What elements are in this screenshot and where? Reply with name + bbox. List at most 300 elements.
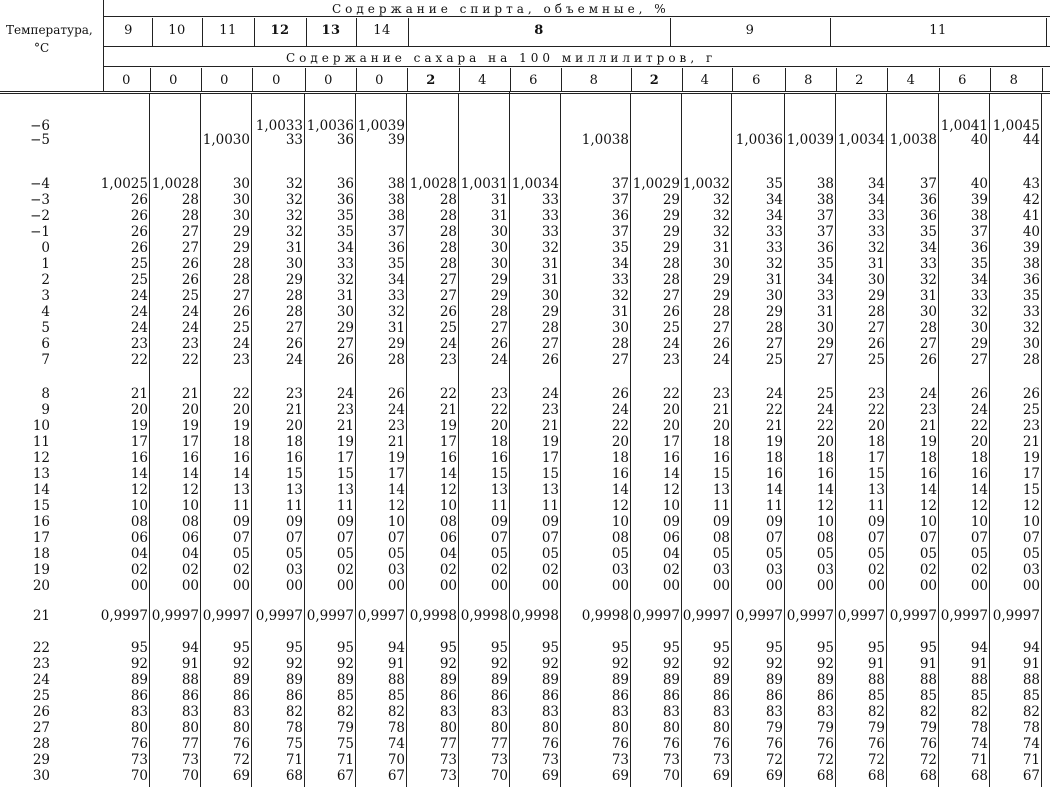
density-cell: 24	[181, 320, 199, 336]
density-cell: 09	[712, 514, 730, 530]
temperature-cell: 26	[32, 704, 50, 720]
density-cell: 03	[816, 562, 834, 578]
vertical-rule	[784, 94, 785, 787]
density-cell: 20	[285, 418, 303, 434]
temperature-cell: 17	[32, 530, 50, 546]
density-cell: 75	[285, 736, 303, 752]
density-cell: 35	[816, 256, 834, 272]
density-cell: 37	[816, 208, 834, 224]
density-cell: 30	[336, 304, 354, 320]
density-cell: 02	[439, 562, 457, 578]
density-cell: 14	[970, 482, 988, 498]
density-cell: 0,9997	[735, 608, 783, 624]
vertical-rule	[356, 68, 357, 92]
density-cell: 00	[541, 578, 559, 594]
density-cell: 22	[130, 352, 148, 368]
density-cell: 70	[181, 768, 199, 784]
density-cell: 32	[387, 304, 405, 320]
density-cell: 05	[765, 546, 783, 562]
density-cell: 10	[970, 514, 988, 530]
density-cell: 36	[387, 240, 405, 256]
density-cell: 1,0030	[202, 132, 250, 148]
density-cell: 12	[439, 482, 457, 498]
density-cell: 35	[765, 176, 783, 192]
vertical-rule	[1046, 18, 1047, 46]
density-cell: 29	[387, 336, 405, 352]
temperature-cell: 14	[32, 482, 50, 498]
density-cell: 17	[336, 450, 354, 466]
density-cell: 33	[919, 256, 937, 272]
density-cell: 06	[181, 530, 199, 546]
density-cell: 14	[816, 482, 834, 498]
temperature-cell: 19	[32, 562, 50, 578]
density-cell: 35	[1022, 288, 1040, 304]
density-cell: 26	[541, 352, 559, 368]
density-cell: 86	[232, 688, 250, 704]
vertical-rule	[408, 18, 409, 46]
density-cell: 82	[970, 704, 988, 720]
density-cell: 76	[919, 736, 937, 752]
density-cell: 16	[130, 450, 148, 466]
density-cell: 70	[130, 768, 148, 784]
density-cell: 33	[867, 224, 885, 240]
density-cell: 11	[232, 498, 250, 514]
density-cell: 00	[919, 578, 937, 594]
vertical-rule	[835, 94, 836, 787]
density-cell: 94	[387, 640, 405, 656]
density-cell: 83	[816, 704, 834, 720]
density-cell: 37	[816, 224, 834, 240]
density-cell: 14	[130, 466, 148, 482]
density-cell: 12	[181, 482, 199, 498]
density-cell: 31	[541, 256, 559, 272]
density-cell: 23	[490, 386, 508, 402]
density-cell: 33	[765, 240, 783, 256]
density-cell: 31	[336, 288, 354, 304]
density-cell: 86	[181, 688, 199, 704]
temperature-cell: 27	[32, 720, 50, 736]
density-cell: 32	[1022, 320, 1040, 336]
density-cell: 0,9997	[632, 608, 680, 624]
density-cell: 32	[541, 240, 559, 256]
density-cell: 95	[816, 640, 834, 656]
density-cell: 18	[712, 434, 730, 450]
vertical-rule	[356, 18, 357, 46]
density-cell: 16	[181, 450, 199, 466]
density-cell: 31	[816, 304, 834, 320]
density-cell: 82	[336, 704, 354, 720]
density-cell: 26	[712, 336, 730, 352]
density-cell: 24	[816, 402, 834, 418]
density-cell: 05	[387, 546, 405, 562]
density-cell: 78	[1022, 720, 1040, 736]
density-cell: 89	[285, 672, 303, 688]
temperature-cell: 7	[41, 352, 50, 368]
density-cell: 13	[867, 482, 885, 498]
density-cell: 71	[285, 752, 303, 768]
temperature-cell: 25	[32, 688, 50, 704]
density-cell: 85	[387, 688, 405, 704]
density-cell: 71	[336, 752, 354, 768]
density-cell: 13	[712, 482, 730, 498]
vertical-rule	[252, 68, 253, 92]
sugar-column-header: 4	[478, 73, 487, 88]
vertical-rule	[887, 68, 888, 92]
density-cell: 24	[336, 386, 354, 402]
horizontal-rule	[0, 91, 1050, 92]
density-cell: 33	[867, 208, 885, 224]
density-cell: 11	[336, 498, 354, 514]
density-cell: 12	[1022, 498, 1040, 514]
density-cell: 42	[1022, 192, 1040, 208]
density-cell: 20	[662, 418, 680, 434]
density-cell: 95	[541, 640, 559, 656]
vertical-rule	[989, 94, 990, 787]
temperature-cell: 29	[32, 752, 50, 768]
density-cell: 09	[336, 514, 354, 530]
sugar-column-header: 8	[1009, 73, 1019, 88]
vertical-rule	[150, 68, 151, 92]
density-cell: 95	[130, 640, 148, 656]
vertical-rule	[202, 18, 203, 46]
density-cell: 83	[490, 704, 508, 720]
density-cell: 86	[130, 688, 148, 704]
density-cell: 26	[232, 304, 250, 320]
density-cell: 40	[1022, 224, 1040, 240]
density-cell: 83	[232, 704, 250, 720]
density-cell: 26	[919, 352, 937, 368]
sugar-content-label: Содержание сахара на 100 миллилитров, г	[286, 51, 717, 65]
density-cell: 17	[662, 434, 680, 450]
density-cell: 74	[1022, 736, 1040, 752]
sugar-column-header: 4	[700, 73, 710, 88]
density-cell: 07	[765, 530, 783, 546]
density-cell: 05	[336, 546, 354, 562]
density-cell: 20	[867, 418, 885, 434]
density-cell: 25	[1022, 402, 1040, 418]
density-cell: 24	[130, 288, 148, 304]
sugar-column-header: 4	[906, 73, 916, 88]
density-cell: 23	[439, 352, 457, 368]
density-cell: 07	[541, 530, 559, 546]
density-cell: 27	[285, 320, 303, 336]
density-cell: 18	[490, 434, 508, 450]
density-cell: 38	[387, 176, 405, 192]
density-cell: 34	[765, 208, 783, 224]
density-cell: 76	[765, 736, 783, 752]
density-cell: 14	[387, 482, 405, 498]
density-cell: 86	[712, 688, 730, 704]
density-cell: 17	[867, 450, 885, 466]
density-cell: 27	[181, 224, 199, 240]
sugar-column-header: 0	[324, 73, 333, 88]
density-cell: 77	[490, 736, 508, 752]
density-cell: 16	[611, 466, 629, 482]
density-cell: 05	[970, 546, 988, 562]
density-cell: 78	[970, 720, 988, 736]
density-cell: 92	[662, 656, 680, 672]
density-cell: 83	[439, 704, 457, 720]
vertical-rule	[510, 68, 511, 92]
density-cell: 19	[232, 418, 250, 434]
density-cell: 23	[336, 402, 354, 418]
density-cell: 24	[919, 386, 937, 402]
density-cell: 1,0038	[581, 132, 629, 148]
density-cell: 05	[285, 546, 303, 562]
temperature-cell: 6	[41, 336, 50, 352]
alcohol-column-header: 8	[534, 23, 544, 38]
density-cell: 31	[490, 192, 508, 208]
sugar-column-header: 2	[426, 73, 436, 88]
density-cell: 83	[611, 704, 629, 720]
density-cell: 69	[712, 768, 730, 784]
density-cell: 25	[439, 320, 457, 336]
density-cell: 80	[541, 720, 559, 736]
density-cell: 00	[712, 578, 730, 594]
density-cell: 28	[232, 272, 250, 288]
density-cell: 03	[285, 562, 303, 578]
density-cell: 00	[1022, 578, 1040, 594]
density-cell: 13	[336, 482, 354, 498]
density-cell: 36	[611, 208, 629, 224]
temperature-cell: −3	[30, 192, 50, 208]
vertical-rule	[355, 94, 356, 787]
density-cell: 41	[1022, 208, 1040, 224]
density-cell: 35	[336, 208, 354, 224]
density-cell: 30	[285, 256, 303, 272]
density-cell: 80	[232, 720, 250, 736]
density-cell: 04	[181, 546, 199, 562]
density-cell: 37	[919, 176, 937, 192]
density-cell: 74	[387, 736, 405, 752]
density-cell: 09	[662, 514, 680, 530]
density-cell: 07	[490, 530, 508, 546]
density-cell: 1,0036	[735, 132, 783, 148]
alcohol-column-header: 9	[745, 23, 755, 38]
density-cell: 02	[181, 562, 199, 578]
temperature-cell: 15	[32, 498, 50, 514]
density-cell: 27	[541, 336, 559, 352]
density-cell: 02	[336, 562, 354, 578]
density-cell: 20	[662, 402, 680, 418]
density-cell: 80	[662, 720, 680, 736]
density-cell: 0,9997	[202, 608, 250, 624]
vertical-rule	[200, 94, 201, 787]
density-cell: 28	[285, 304, 303, 320]
density-cell: 95	[662, 640, 680, 656]
density-cell: 16	[712, 450, 730, 466]
density-cell: 19	[181, 418, 199, 434]
density-cell: 69	[541, 768, 559, 784]
sugar-column-header: 6	[752, 73, 761, 88]
density-cell: 43	[1022, 176, 1040, 192]
density-cell: 29	[662, 224, 680, 240]
density-cell: 23	[867, 386, 885, 402]
density-cell: 0,9997	[940, 608, 988, 624]
density-cell: 00	[285, 578, 303, 594]
density-cell: 22	[490, 402, 508, 418]
alcohol-content-label: Содержание спирта, объемные, %	[332, 2, 670, 16]
density-cell: 10	[387, 514, 405, 530]
density-cell: 17	[387, 466, 405, 482]
density-cell: 24	[387, 402, 405, 418]
density-cell: 27	[867, 320, 885, 336]
vertical-rule	[886, 94, 887, 787]
density-cell: 37	[387, 224, 405, 240]
density-cell: 1,0028	[409, 176, 457, 192]
vertical-rule	[630, 94, 631, 787]
density-cell: 83	[181, 704, 199, 720]
density-cell: 17	[439, 434, 457, 450]
density-cell: 85	[336, 688, 354, 704]
density-cell: 24	[611, 402, 629, 418]
density-cell: 35	[336, 224, 354, 240]
alcohol-column-header: 10	[168, 23, 186, 38]
density-cell: 77	[181, 736, 199, 752]
density-cell: 17	[181, 434, 199, 450]
density-cell: 16	[662, 450, 680, 466]
vertical-rule	[682, 68, 683, 92]
density-cell: 07	[867, 530, 885, 546]
density-cell: 26	[285, 336, 303, 352]
density-cell: 85	[867, 688, 885, 704]
density-cell: 06	[130, 530, 148, 546]
density-cell: 00	[336, 578, 354, 594]
density-cell: 20	[712, 418, 730, 434]
density-cell: 91	[181, 656, 199, 672]
density-cell: 16	[439, 450, 457, 466]
sugar-column-header: 0	[272, 73, 281, 88]
density-cell: 10	[816, 514, 834, 530]
density-cell: 05	[611, 546, 629, 562]
alcohol-column-header: 14	[373, 23, 391, 38]
density-cell: 00	[490, 578, 508, 594]
density-cell: 44	[1022, 132, 1040, 148]
temperature-cell: −2	[30, 208, 50, 224]
density-cell: 10	[130, 498, 148, 514]
density-cell: 28	[439, 256, 457, 272]
density-cell: 15	[541, 466, 559, 482]
temperature-cell: 8	[41, 386, 50, 402]
density-cell: 79	[919, 720, 937, 736]
density-cell: 21	[541, 418, 559, 434]
density-cell: 09	[232, 514, 250, 530]
density-cell: 95	[490, 640, 508, 656]
density-cell: 89	[130, 672, 148, 688]
density-cell: 1,0045	[992, 118, 1040, 134]
density-cell: 1,0033	[255, 118, 303, 134]
density-cell: 21	[919, 418, 937, 434]
density-cell: 89	[336, 672, 354, 688]
density-cell: 1,0038	[889, 132, 937, 148]
density-cell: 00	[662, 578, 680, 594]
density-cell: 21	[1022, 434, 1040, 450]
density-cell: 02	[970, 562, 988, 578]
density-cell: 18	[285, 434, 303, 450]
density-cell: 88	[970, 672, 988, 688]
temperature-cell: 11	[32, 434, 50, 450]
density-cell: 76	[867, 736, 885, 752]
density-cell: 67	[1022, 768, 1040, 784]
density-cell: 19	[387, 450, 405, 466]
density-cell: 33	[285, 132, 303, 148]
density-cell: 73	[611, 752, 629, 768]
density-cell: 28	[662, 256, 680, 272]
density-cell: 22	[970, 418, 988, 434]
density-cell: 10	[181, 498, 199, 514]
density-cell: 18	[816, 450, 834, 466]
density-cell: 23	[285, 386, 303, 402]
density-cell: 76	[662, 736, 680, 752]
density-cell: 73	[541, 752, 559, 768]
density-cell: 33	[1022, 304, 1040, 320]
density-cell: 20	[970, 434, 988, 450]
density-cell: 0,9998	[409, 608, 457, 624]
vertical-rule	[938, 94, 939, 787]
density-cell: 26	[181, 256, 199, 272]
density-cell: 24	[439, 336, 457, 352]
density-cell: 0,9997	[255, 608, 303, 624]
density-cell: 88	[867, 672, 885, 688]
density-cell: 38	[387, 192, 405, 208]
temperature-cell: −6	[30, 118, 50, 134]
alcohol-column-header: 11	[219, 23, 237, 38]
density-cell: 73	[490, 752, 508, 768]
density-cell: 86	[611, 688, 629, 704]
density-cell: 02	[662, 562, 680, 578]
sugar-column-header: 8	[589, 73, 599, 88]
density-cell: 92	[611, 656, 629, 672]
density-cell: 05	[712, 546, 730, 562]
density-cell: 07	[336, 530, 354, 546]
density-cell: 0,9997	[100, 608, 148, 624]
density-cell: 32	[285, 208, 303, 224]
density-cell: 02	[130, 562, 148, 578]
density-cell: 22	[439, 386, 457, 402]
density-cell: 17	[130, 434, 148, 450]
temperature-cell: 4	[41, 304, 50, 320]
vertical-rule	[407, 68, 408, 92]
density-cell: 83	[541, 704, 559, 720]
density-cell: 15	[490, 466, 508, 482]
density-cell: 21	[181, 386, 199, 402]
density-cell: 03	[712, 562, 730, 578]
density-cell: 18	[970, 450, 988, 466]
density-cell: 0,9997	[357, 608, 405, 624]
density-cell: 36	[336, 132, 354, 148]
density-cell: 15	[336, 466, 354, 482]
density-cell: 19	[439, 418, 457, 434]
density-cell: 12	[816, 498, 834, 514]
density-cell: 89	[662, 672, 680, 688]
density-cell: 14	[919, 482, 937, 498]
temperature-cell: 2	[41, 272, 50, 288]
density-cell: 32	[712, 224, 730, 240]
temperature-cell: 21	[32, 608, 50, 624]
density-cell: 16	[970, 466, 988, 482]
density-cell: 29	[712, 288, 730, 304]
density-cell: 28	[439, 192, 457, 208]
density-cell: 23	[541, 402, 559, 418]
density-cell: 39	[1022, 240, 1040, 256]
density-cell: 38	[387, 208, 405, 224]
density-cell: 69	[611, 768, 629, 784]
density-cell: 04	[662, 546, 680, 562]
density-cell: 95	[919, 640, 937, 656]
density-cell: 32	[285, 192, 303, 208]
density-cell: 88	[181, 672, 199, 688]
density-cell: 0,9998	[460, 608, 508, 624]
